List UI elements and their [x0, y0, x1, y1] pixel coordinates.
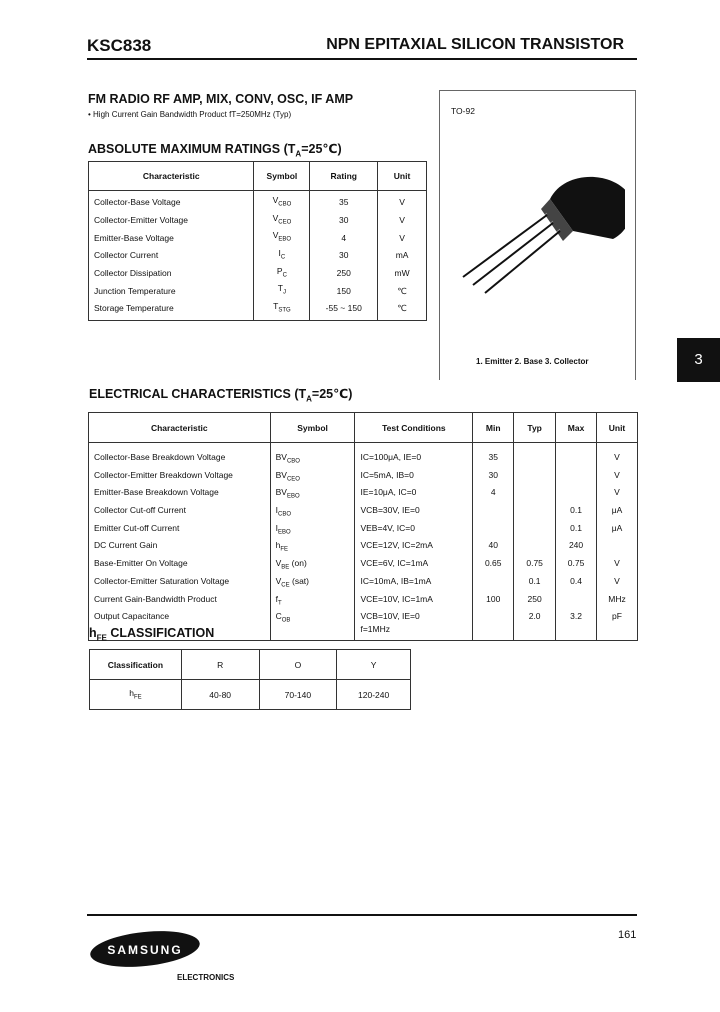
- typ-cell: [514, 504, 556, 522]
- test-condition-cell: IE=10μA, IC=0: [355, 486, 473, 504]
- logo-text: SAMSUNG: [107, 943, 183, 957]
- symbol-cell: $I_C$: [254, 247, 310, 265]
- symbol-cell: $I_{CBO}$: [270, 504, 355, 522]
- column-header: Test Conditions: [355, 413, 473, 443]
- table-row: [89, 212, 427, 230]
- typ-cell: [514, 443, 556, 469]
- characteristic-cell: Collector-Emitter Saturation Voltage: [89, 575, 271, 593]
- symbol-cell: $V_{CEO}$: [254, 212, 310, 230]
- typ-cell: 0.75: [514, 557, 556, 575]
- min-cell: [473, 575, 514, 593]
- unit-cell: V: [597, 469, 638, 487]
- characteristic-cell: Collector-Emitter Breakdown Voltage: [89, 469, 271, 487]
- transistor-drawing: [455, 161, 625, 301]
- min-cell: 40: [473, 539, 514, 557]
- min-cell: 0.65: [473, 557, 514, 575]
- package-figure: [439, 90, 636, 380]
- symbol-cell: $T_J$: [254, 282, 310, 300]
- amr-heading: ABSOLUTE MAXIMUM RATINGS $(T_A=25℃)$: [88, 142, 342, 159]
- table-row: [89, 575, 638, 593]
- table-row: [89, 265, 427, 283]
- hfe-range-cell: 120-240: [337, 680, 411, 710]
- test-condition-cell: IC=5mA, IB=0: [355, 469, 473, 487]
- max-cell: 0.1: [556, 504, 597, 522]
- table-header-row: [90, 650, 411, 680]
- unit-cell: mW: [378, 265, 427, 283]
- table-row: [89, 247, 427, 265]
- unit-cell: V: [597, 443, 638, 469]
- min-cell: 4: [473, 486, 514, 504]
- table-row: [89, 522, 638, 540]
- symbol-cell: $BV_{EBO}$: [270, 486, 355, 504]
- test-condition-cell: VCE=10V, IC=1mA: [355, 593, 473, 611]
- symbol-cell: $BV_{CEO}$: [270, 469, 355, 487]
- typ-cell: 0.1: [514, 575, 556, 593]
- unit-cell: MHz: [597, 593, 638, 611]
- symbol-cell: $BV_{CBO}$: [270, 443, 355, 469]
- rating-cell: 250: [310, 265, 378, 283]
- table-row: [89, 593, 638, 611]
- characteristic-cell: Output Capacitance: [89, 610, 271, 641]
- typ-cell: [514, 486, 556, 504]
- symbol-cell: $V_{CBO}$: [254, 191, 310, 212]
- unit-cell: V: [378, 229, 427, 247]
- max-cell: [556, 486, 597, 504]
- hfe-range-cell: 70-140: [259, 680, 337, 710]
- unit-cell: [597, 539, 638, 557]
- test-condition-cell: VCE=12V, IC=2mA: [355, 539, 473, 557]
- column-header: Symbol: [254, 162, 310, 191]
- symbol-cell: $P_C$: [254, 265, 310, 283]
- hfe-range-cell: 40-80: [181, 680, 259, 710]
- rating-cell: 150: [310, 282, 378, 300]
- characteristic-cell: Emitter Cut-off Current: [89, 522, 271, 540]
- test-condition-cell: VEB=4V, IC=0: [355, 522, 473, 540]
- class-header: Y: [337, 650, 411, 680]
- part-number: KSC838: [87, 36, 152, 55]
- column-header: Min: [473, 413, 514, 443]
- table-header-row: [89, 413, 638, 443]
- table-row: [89, 469, 638, 487]
- package-label: TO-92: [451, 106, 475, 116]
- electrical-characteristics-table: [88, 412, 638, 641]
- hfe-classification-table: [89, 649, 411, 710]
- characteristic-cell: Emitter-Base Breakdown Voltage: [89, 486, 271, 504]
- characteristic-cell: Collector-Emitter Voltage: [89, 212, 254, 230]
- test-condition-cell: VCE=6V, IC=1mA: [355, 557, 473, 575]
- table-row: [89, 443, 638, 469]
- min-cell: [473, 610, 514, 641]
- ec-heading: ELECTRICAL CHARACTERISTICS $(T_A=25℃)$: [89, 387, 353, 404]
- max-cell: 3.2: [556, 610, 597, 641]
- min-cell: 100: [473, 593, 514, 611]
- unit-cell: pF: [597, 610, 638, 641]
- table-row: [89, 557, 638, 575]
- min-cell: [473, 522, 514, 540]
- min-cell: [473, 504, 514, 522]
- characteristic-cell: Collector Current: [89, 247, 254, 265]
- section-tab: 3: [677, 338, 720, 382]
- unit-cell: μA: [597, 504, 638, 522]
- typ-cell: [514, 522, 556, 540]
- characteristic-cell: Collector-Base Breakdown Voltage: [89, 443, 271, 469]
- rating-cell: -55 ~ 150: [310, 300, 378, 320]
- symbol-cell: $V_{CE}$ (sat): [270, 575, 355, 593]
- max-cell: 0.75: [556, 557, 597, 575]
- hfe-row-label: $h_{FE}$: [90, 680, 182, 710]
- unit-cell: ℃: [378, 282, 427, 300]
- symbol-cell: $C_{OB}$: [270, 610, 355, 641]
- table-header-row: [89, 162, 427, 191]
- test-condition-cell: VCB=10V, IE=0 f=1MHz: [355, 610, 473, 641]
- max-cell: 0.4: [556, 575, 597, 593]
- unit-cell: V: [597, 557, 638, 575]
- max-cell: [556, 443, 597, 469]
- unit-cell: V: [378, 191, 427, 212]
- table-row: [89, 504, 638, 522]
- rating-cell: 30: [310, 212, 378, 230]
- classification-label: Classification: [90, 650, 182, 680]
- typ-cell: 250: [514, 593, 556, 611]
- column-header: Rating: [310, 162, 378, 191]
- rating-cell: 4: [310, 229, 378, 247]
- table-row: [89, 229, 427, 247]
- unit-cell: V: [597, 575, 638, 593]
- typ-cell: 2.0: [514, 610, 556, 641]
- min-cell: 30: [473, 469, 514, 487]
- rating-cell: 30: [310, 247, 378, 265]
- unit-cell: μA: [597, 522, 638, 540]
- table-row: [89, 191, 427, 212]
- symbol-cell: $V_{EBO}$: [254, 229, 310, 247]
- samsung-logo: [89, 930, 201, 968]
- company-name: ELECTRONICS: [177, 973, 235, 982]
- column-header: Typ: [514, 413, 556, 443]
- unit-cell: mA: [378, 247, 427, 265]
- column-header: Unit: [378, 162, 427, 191]
- unit-cell: V: [378, 212, 427, 230]
- column-header: Symbol: [270, 413, 355, 443]
- class-header: O: [259, 650, 337, 680]
- class-header: R: [181, 650, 259, 680]
- pin-legend: 1. Emitter 2. Base 3. Collector: [476, 357, 589, 366]
- rating-cell: 35: [310, 191, 378, 212]
- column-header: Characteristic: [89, 162, 254, 191]
- characteristic-cell: Current Gain-Bandwidth Product: [89, 593, 271, 611]
- table-row: [89, 282, 427, 300]
- table-row: [89, 486, 638, 504]
- column-header: Characteristic: [89, 413, 271, 443]
- footer-rule: [87, 914, 637, 916]
- characteristic-cell: Storage Temperature: [89, 300, 254, 320]
- test-condition-cell: VCB=30V, IE=0: [355, 504, 473, 522]
- unit-cell: V: [597, 486, 638, 504]
- table-row: [90, 680, 411, 710]
- characteristic-cell: Collector Cut-off Current: [89, 504, 271, 522]
- typ-cell: [514, 539, 556, 557]
- unit-cell: ℃: [378, 300, 427, 320]
- typ-cell: [514, 469, 556, 487]
- header-rule: [87, 58, 637, 60]
- test-condition-cell: IC=10mA, IB=1mA: [355, 575, 473, 593]
- symbol-cell: $T_{STG}$: [254, 300, 310, 320]
- column-header: Max: [556, 413, 597, 443]
- test-condition-cell: IC=100μA, IE=0: [355, 443, 473, 469]
- symbol-cell: $V_{BE}$ (on): [270, 557, 355, 575]
- absolute-max-ratings-table: [88, 161, 427, 321]
- page-title: NPN EPITAXIAL SILICON TRANSISTOR: [326, 36, 624, 53]
- hfe-heading: $h_{FE}$ CLASSIFICATION: [89, 626, 215, 643]
- symbol-cell: $I_{EBO}$: [270, 522, 355, 540]
- characteristic-cell: Base-Emitter On Voltage: [89, 557, 271, 575]
- table-row: [89, 300, 427, 320]
- table-row: [89, 539, 638, 557]
- application-subtitle: FM RADIO RF AMP, MIX, CONV, OSC, IF AMP: [88, 92, 354, 106]
- max-cell: [556, 469, 597, 487]
- max-cell: 240: [556, 539, 597, 557]
- characteristic-cell: Collector-Base Voltage: [89, 191, 254, 212]
- max-cell: [556, 593, 597, 611]
- min-cell: 35: [473, 443, 514, 469]
- page-number: 161: [618, 929, 637, 941]
- characteristic-cell: Collector Dissipation: [89, 265, 254, 283]
- characteristic-cell: Emitter-Base Voltage: [89, 229, 254, 247]
- characteristic-cell: Junction Temperature: [89, 282, 254, 300]
- symbol-cell: $f_T$: [270, 593, 355, 611]
- column-header: Unit: [597, 413, 638, 443]
- symbol-cell: $h_{FE}$: [270, 539, 355, 557]
- feature-bullet: • High Current Gain Bandwidth Product fT=250MHz (Typ): [88, 110, 292, 119]
- max-cell: 0.1: [556, 522, 597, 540]
- characteristic-cell: DC Current Gain: [89, 539, 271, 557]
